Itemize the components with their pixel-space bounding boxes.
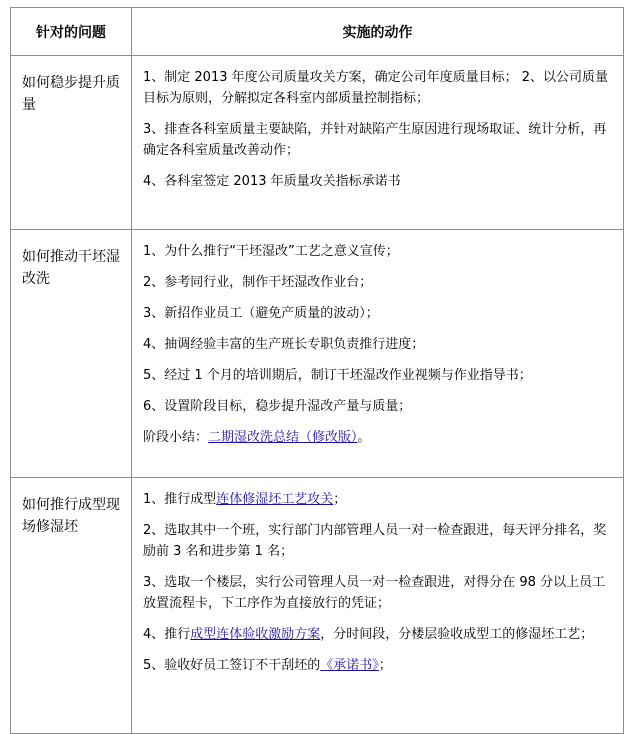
table-row bbox=[11, 230, 624, 478]
table-row bbox=[11, 478, 624, 734]
header-question: 针对的问题 bbox=[11, 8, 132, 56]
question-cell: 如何稳步提升质量 bbox=[11, 56, 132, 230]
commitment-letter-link[interactable]: 《承诺书》 bbox=[320, 658, 379, 673]
action-text: ； bbox=[333, 492, 347, 507]
action-item: 4、抽调经验丰富的生产班长专职负责推行进度； bbox=[143, 337, 425, 352]
question-cell: 如何推动干坯湿改洗 bbox=[11, 230, 132, 478]
action-item: 1、为什么推行“干坯湿改”工艺之意义宣传； bbox=[143, 244, 399, 259]
action-text: 5、验收好员工签订不干刮坯的 bbox=[143, 658, 321, 673]
action-item: 3、新招作业员工（避免产质量的波动）； bbox=[143, 306, 379, 321]
stage-summary bbox=[143, 427, 612, 448]
action-text: ； bbox=[378, 658, 392, 673]
wet-repair-link[interactable]: 连体修湿坯工艺攻关 bbox=[216, 492, 334, 507]
action-item bbox=[143, 489, 612, 510]
action-item: 5、经过 1 个月的培训期后，制订干坯湿改作业视频与作业指导书； bbox=[143, 368, 532, 383]
action-item: 3、选取一个楼层，实行公司管理人员一对一检查跟进，对得分在 98 分以上员工放置流程卡，下工序作为直接放行的凭证； bbox=[143, 575, 606, 611]
incentive-plan-link[interactable]: 成型连体验收激励方案 bbox=[190, 627, 321, 642]
action-item: 4、各科室签定 2013 年质量攻关指标承诺书 bbox=[143, 174, 401, 189]
action-item bbox=[143, 624, 612, 645]
question-cell: 如何推行成型现场修湿坯 bbox=[11, 478, 132, 734]
table-header-row bbox=[11, 8, 624, 56]
summary-link[interactable]: 二期湿改洗总结（修改版） bbox=[208, 430, 358, 445]
action-text: 4、推行 bbox=[143, 627, 191, 642]
action-item: 6、设置阶段目标，稳步提升湿改产量与质量； bbox=[143, 399, 412, 414]
measures-table bbox=[10, 7, 624, 734]
action-cell bbox=[132, 478, 624, 734]
action-item: 1、制定 2013 年度公司质量攻关方案，确定公司年度质量目标； 2、以公司质量目标为原则，分解拟定各科室内部质量控制指标； bbox=[143, 70, 609, 106]
summary-suffix: 。 bbox=[357, 430, 371, 445]
action-item: 2、选取其中一个班，实行部门内部管理人员一对一检查跟进，每天评分排名，奖励前 3 名和进步第 1 名； bbox=[143, 523, 607, 559]
action-text: ，分时间段，分楼层验收成型工的修湿坯工艺； bbox=[320, 627, 594, 642]
header-action: 实施的动作 bbox=[132, 8, 624, 56]
action-item bbox=[143, 655, 612, 676]
action-cell bbox=[132, 56, 624, 230]
action-cell bbox=[132, 230, 624, 478]
action-text: 1、推行成型 bbox=[143, 492, 217, 507]
action-item: 3、排查各科室质量主要缺陷，并针对缺陷产生原因进行现场取证、统计分析，再确定各科室质量改善动作； bbox=[143, 122, 607, 158]
summary-prefix: 阶段小结： bbox=[143, 430, 209, 445]
action-item: 2、参考同行业，制作干坯湿改作业台； bbox=[143, 275, 373, 290]
table-row bbox=[11, 56, 624, 230]
